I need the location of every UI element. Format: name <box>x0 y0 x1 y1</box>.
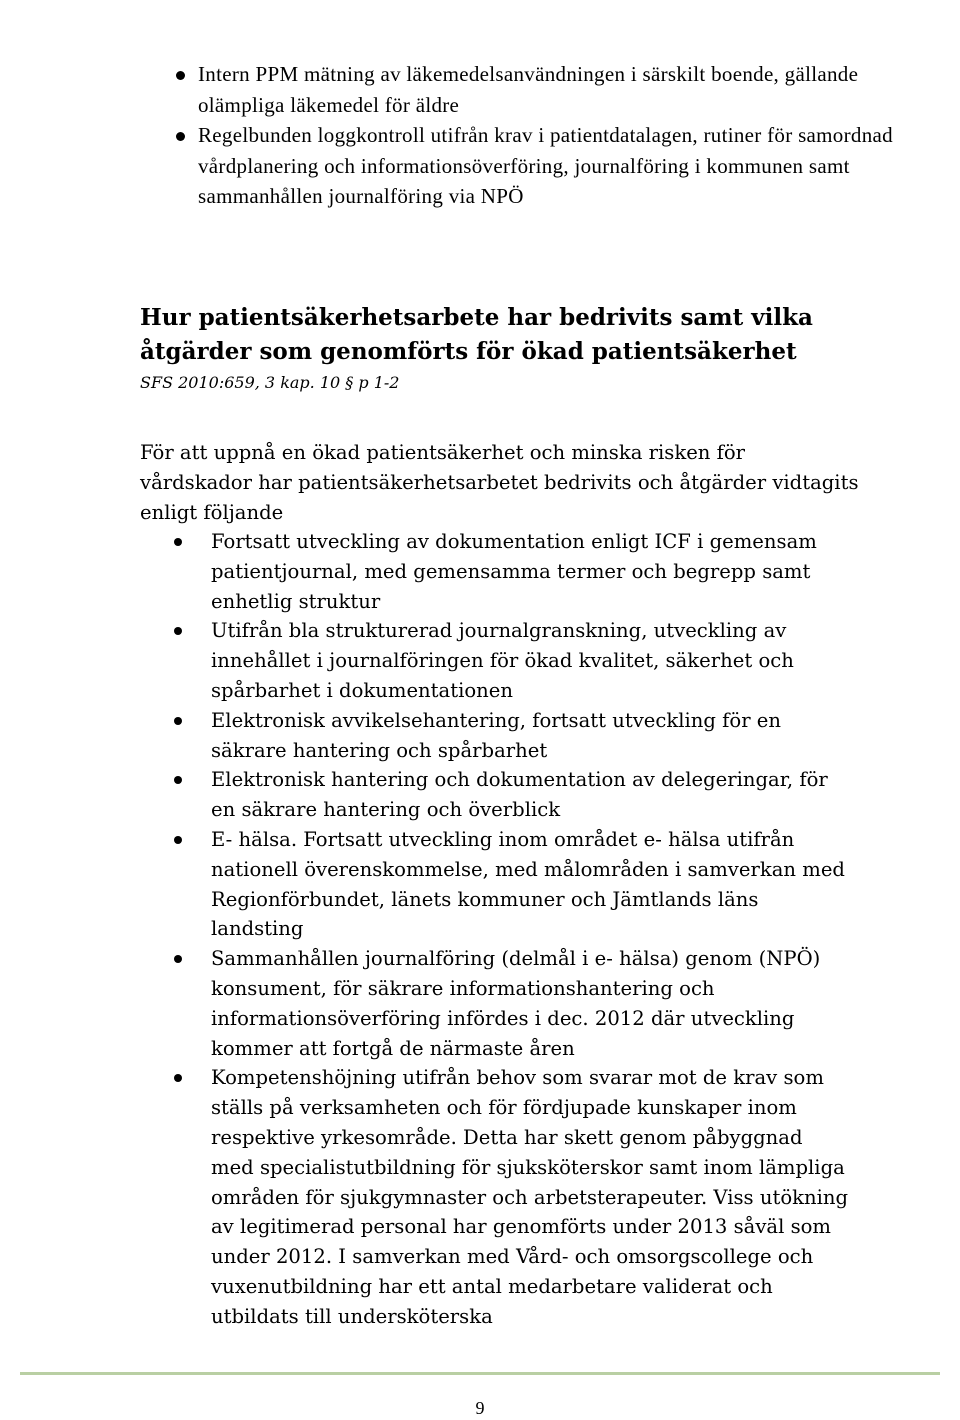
bullet-icon <box>174 776 182 784</box>
bullet-icon <box>174 627 182 635</box>
bullet-icon <box>176 71 185 80</box>
list-item-text: Sammanhållen journalföring (delmål i e- hälsa) genom (NPÖ) konsument, för säkrare informationshantering och informationsöverföring infördes i dec. 2012 där utveckling kommer att fortgå de närmaste åren <box>211 947 821 1060</box>
list-item <box>198 120 898 212</box>
list-item <box>198 59 898 120</box>
section-heading: Hur patientsäkerhetsarbete har bedrivits samt vilka åtgärder som genomförts för ökad patientsäkerhet <box>140 304 813 365</box>
list-item-text: Regelbunden loggkontroll utifrån krav i patientdatalagen, rutiner för samordnad vårdplanering och informationsöverföring, journalföring i kommunen samt sammanhållen journalföring via NPÖ <box>198 123 893 208</box>
list-item-text: E- hälsa. Fortsatt utveckling inom området e- hälsa utifrån nationell överenskommelse, med målområden i samverkan med Regionförbundet, länets kommuner och Jämtlands läns landsting <box>211 827 845 941</box>
list-item-text: Intern PPM mätning av läkemedelsanvändningen i särskilt boende, gällande olämpliga läkemedel för äldre <box>198 62 859 117</box>
list-item-text: Fortsatt utveckling av dokumentation enligt ICF i gemensam patientjournal, med gemensamma termer och begrepp samt enhetlig struktur <box>211 530 817 613</box>
bullet-icon <box>174 717 182 725</box>
law-reference: SFS 2010:659, 3 kap. 10 § p 1-2 <box>140 373 400 392</box>
list-item-text: Elektronisk avvikelsehantering, fortsatt utveckling för en säkrare hantering och spårbarhet <box>211 708 782 762</box>
bullet-icon <box>174 538 182 546</box>
list-item-text: Kompetenshöjning utifrån behov som svarar mot de krav som ställs på verksamheten och för fördjupade kunskaper inom respektive yrkesområde. Detta har skett genom påbyggnad med specialistutbildning för sjuksköterskor samt inom lämpliga områden för sjukgymnaster och arbetsterapeuter. Viss utökning av legitimerad personal har genomförts under 2013 såväl som under 2012. I samverkan med Vård- och omsorgscollege och vuxenutbildning har ett antal medarbetare validerat och utbildats till undersköterska <box>211 1066 849 1328</box>
bullet-icon <box>174 1074 182 1082</box>
list-item <box>211 527 851 616</box>
measures-bullet-list <box>211 527 851 1332</box>
bullet-icon <box>176 132 185 141</box>
list-item <box>211 706 851 766</box>
bullet-icon <box>174 836 182 844</box>
top-bullet-list <box>198 59 898 212</box>
footer-rule <box>20 1372 940 1375</box>
bullet-icon <box>174 955 182 963</box>
page-number: 9 <box>475 1398 485 1418</box>
list-item-text: Elektronisk hantering och dokumentation av delegeringar, för en säkrare hantering och överblick <box>211 768 828 822</box>
list-item-text: Utifrån bla strukturerad journalgranskning, utveckling av innehållet i journalföringen för ökad kvalitet, säkerhet och spårbarhet i dokumentationen <box>211 619 794 702</box>
list-item <box>211 765 851 825</box>
list-item <box>211 616 851 705</box>
list-item <box>211 944 851 1063</box>
list-item <box>211 1063 851 1331</box>
list-item <box>211 825 851 944</box>
intro-paragraph: För att uppnå en ökad patientsäkerhet och minska risken för vårdskador har patientsäkerhetsarbetet bedrivits och åtgärder vidtagits enligt följande <box>140 441 859 524</box>
